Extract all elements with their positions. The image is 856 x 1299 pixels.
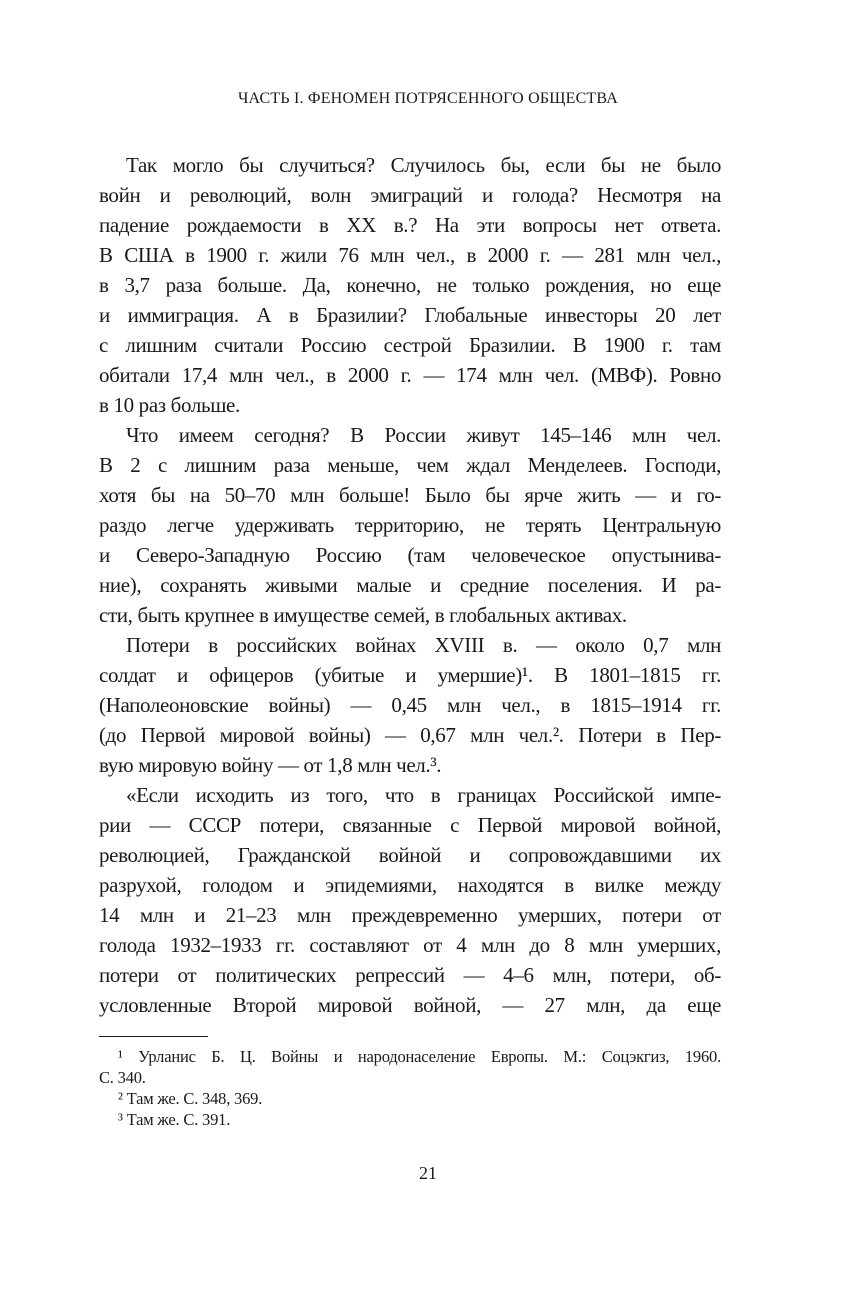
text-line: хотя бы на 50–70 млн больше! Было бы ярче жить — и го- — [99, 483, 721, 507]
text-line: потери от политических репрессий — 4–6 млн, потери, об- — [99, 963, 721, 987]
text-line: (до Первой мировой войны) — 0,67 млн чел.². Потери в Пер- — [99, 723, 721, 747]
text-line: ние), сохранять живыми малые и средние поселения. И ра- — [99, 573, 721, 597]
paragraph — [99, 780, 721, 1020]
footnote-separator — [99, 1036, 208, 1037]
text-line: сти, быть крупнее в имуществе семей, в глобальных активах. — [99, 603, 627, 627]
text-line: солдат и офицеров (убитые и умершие)¹. В 1801–1815 гг. — [99, 663, 721, 687]
text-line: В США в 1900 г. жили 76 млн чел., в 2000 г. — 281 млн чел., — [99, 243, 721, 267]
text-line: и иммиграция. А в Бразилии? Глобальные инвесторы 20 лет — [99, 303, 721, 327]
text-line: рии — СССР потери, связанные с Первой мировой войной, — [99, 813, 721, 837]
text-line: вую мировую войну — от 1,8 млн чел.³. — [99, 753, 442, 777]
footnote — [99, 1088, 721, 1109]
text-line: В 2 с лишним раза меньше, чем ждал Менделеев. Господи, — [99, 453, 721, 477]
text-line: в 10 раз больше. — [99, 393, 240, 417]
paragraph — [99, 420, 721, 630]
text-line: Так могло бы случиться? Случилось бы, если бы не было — [126, 153, 721, 177]
footnotes — [99, 1046, 721, 1130]
text-line: «Если исходить из того, что в границах Российской импе- — [126, 783, 721, 807]
footnote-line: ¹ Урланис Б. Ц. Войны и народонаселение Европы. М.: Соцэкгиз, 1960. — [118, 1047, 721, 1066]
text-line: разрухой, голодом и эпидемиями, находятся в вилке между — [99, 873, 721, 897]
paragraph — [99, 630, 721, 780]
body-text — [99, 150, 721, 1020]
text-line: условленные Второй мировой войной, — 27 млн, да еще — [99, 993, 721, 1017]
footnote-line: ² Там же. С. 348, 369. — [118, 1089, 263, 1108]
text-line: и Северо-Западную Россию (там человеческое опустынива- — [99, 543, 721, 567]
paragraph — [99, 150, 721, 420]
running-head: ЧАСТЬ I. ФЕНОМЕН ПОТРЯСЕННОГО ОБЩЕСТВА — [237, 90, 619, 107]
footnote — [99, 1109, 721, 1130]
footnote-line: С. 340. — [99, 1068, 146, 1087]
text-line: обитали 17,4 млн чел., в 2000 г. — 174 млн чел. (МВФ). Ровно — [99, 363, 721, 387]
text-line: падение рождаемости в XX в.? На эти вопросы нет ответа. — [99, 213, 721, 237]
text-line: (Наполеоновские войны) — 0,45 млн чел., в 1815–1914 гг. — [99, 693, 721, 717]
text-line: в 3,7 раза больше. Да, конечно, не только рождения, но еще — [99, 273, 721, 297]
footnote — [99, 1046, 721, 1088]
page-number: 21 — [419, 1163, 437, 1183]
text-line: Потери в российских войнах XVIII в. — около 0,7 млн — [126, 633, 721, 657]
text-line: голода 1932–1933 гг. составляют от 4 млн до 8 млн умерших, — [99, 933, 721, 957]
text-line: с лишним считали Россию сестрой Бразилии. В 1900 г. там — [99, 333, 721, 357]
text-line: войн и революций, волн эмиграций и голода? Несмотря на — [99, 183, 721, 207]
text-line: раздо легче удерживать территорию, не терять Центральную — [99, 513, 721, 537]
text-line: революцией, Гражданской войной и сопровождавшими их — [99, 843, 721, 867]
text-line: Что имеем сегодня? В России живут 145–146 млн чел. — [126, 423, 721, 447]
footnote-line: ³ Там же. С. 391. — [118, 1110, 231, 1129]
text-line: 14 млн и 21–23 млн преждевременно умерших, потери от — [99, 903, 721, 927]
